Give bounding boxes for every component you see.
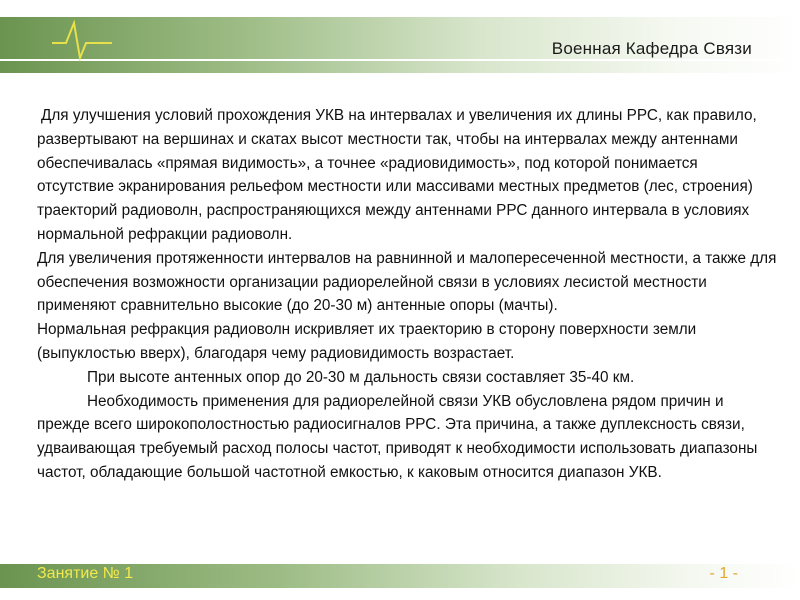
paragraph: При высоте антенных опор до 20-30 м дальность связи составляет 35-40 км. — [87, 368, 635, 386]
header-divider-line — [0, 59, 782, 61]
lesson-label: Занятие № 1 — [37, 565, 134, 582]
main-text — [37, 104, 777, 485]
paragraph: Необходимость применения для радиорелейной связи УКВ обусловлена рядом причин и прежде всего широкополостностью радиосигналов РРС. Эта причина, а также дуплексность связи, удваивающая требуемый расход полосы частот, приводят к необходимости использовать диапазоны частот, обладающие большой частотной емкостью, к каковым относится диапазон УКВ. — [37, 392, 758, 481]
paragraph: Для улучшения условий прохождения УКВ на интервалах и увеличения их длины РРС, как правило, развертывают на вершинах и скатах высот местности так, чтобы на интервалах между антеннами обеспечивалась «прямая видимость», а точнее «радиовидимость», под которой понимается отсутствие экранирования рельефом местности или массивами местных предметов (лес, строения) траекторий радиоволн, распространяющихся между антеннами РРС данного интервала в условиях нормальной рефракции радиоволн. — [37, 107, 757, 243]
page-number: - 1 - — [709, 565, 738, 582]
header-band — [0, 17, 800, 73]
header-title: Военная Кафедра Связи — [551, 39, 752, 58]
paragraph: Нормальная рефракция радиоволн искривляет их траекторию в сторону поверхности земли (выпуклостью вверх), благодаря чему радиовидимость возрастает. — [37, 321, 697, 362]
pulse-line-icon — [52, 14, 112, 70]
paragraph: Для увеличения протяженности интервалов на равнинной и малопересеченной местности, а также для обеспечения возможности организации радиорелейной связи в условиях лесистой местности применяют сравнительно высокие (до 20-30 м) антенные опоры (мачты). — [37, 249, 777, 315]
